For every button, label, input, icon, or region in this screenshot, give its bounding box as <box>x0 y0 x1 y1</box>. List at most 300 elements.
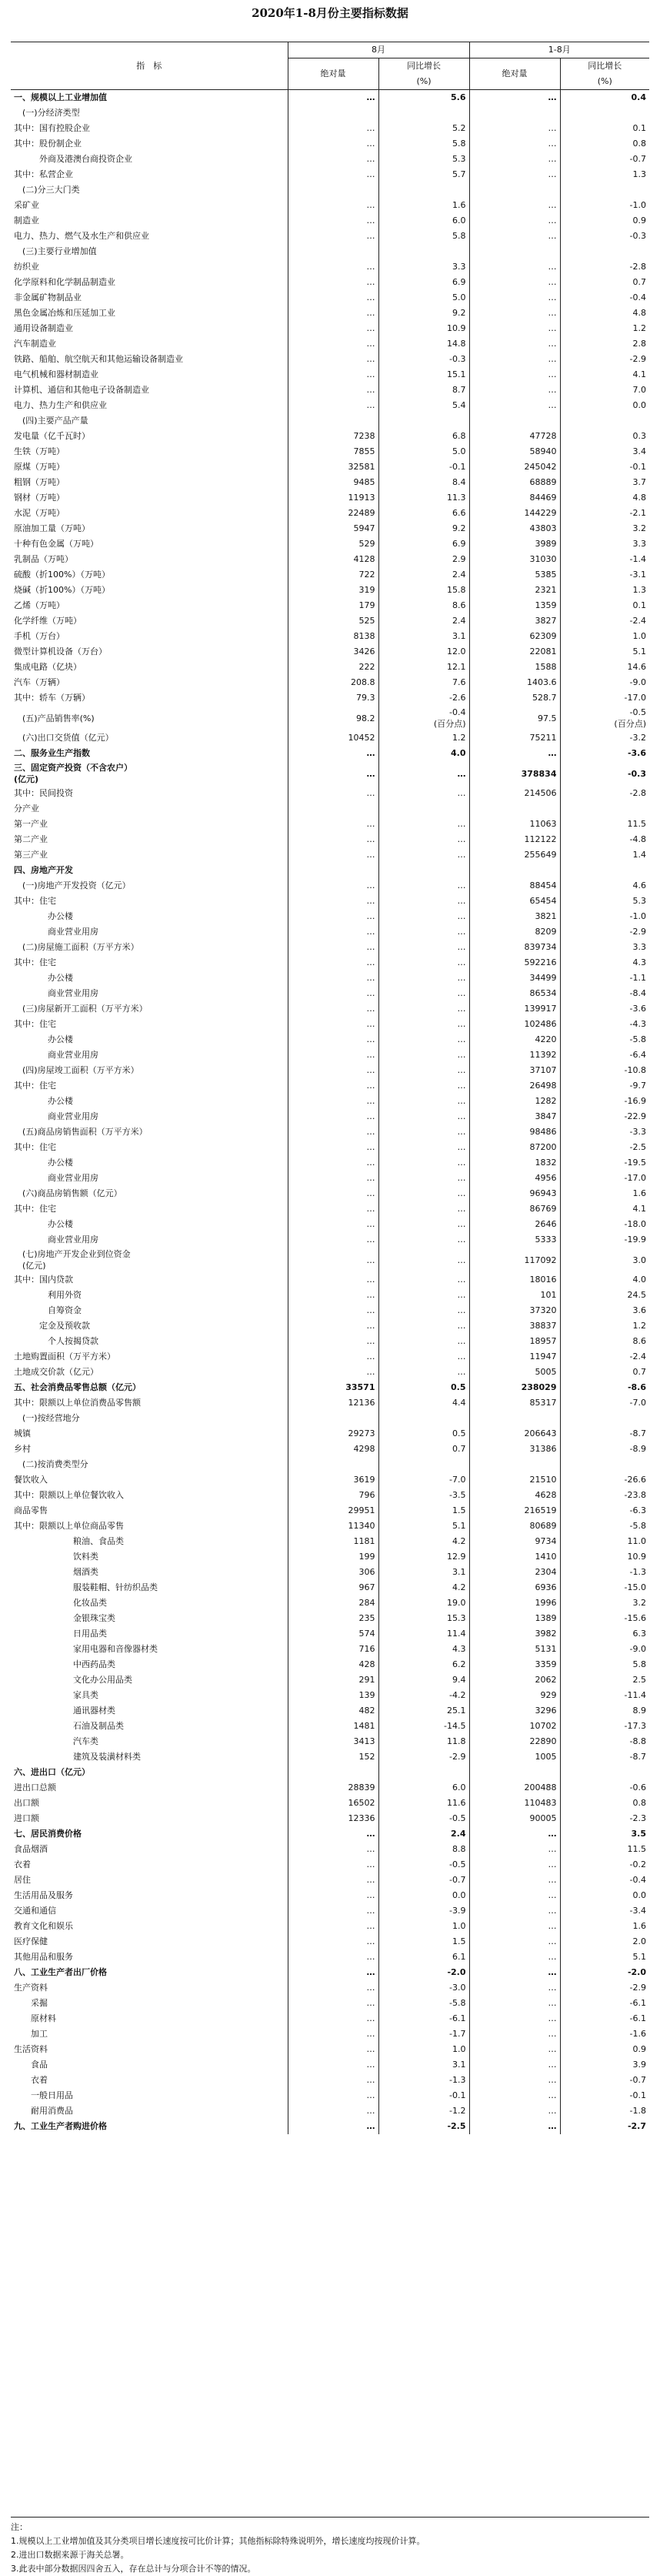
indicator-name: 日用品类 <box>11 1626 288 1642</box>
cumulative-growth: 2.8 <box>632 339 646 349</box>
table-row <box>11 1017 649 1032</box>
table-row <box>11 1488 649 1503</box>
cumulative-value <box>469 413 560 429</box>
table-row <box>11 1201 649 1217</box>
footnote-2: 2.进出口数据来源于海关总署。 <box>11 2550 129 2560</box>
month-value: 11913 <box>288 490 378 506</box>
month-growth: 1.6 <box>378 198 469 213</box>
indicator-name: 粗钢（万吨） <box>11 475 288 490</box>
month-growth: 6.0 <box>378 213 469 229</box>
cumulative-growth: 0.8 <box>632 1798 646 1808</box>
cumulative-value <box>469 1457 560 1472</box>
indicator-name: 城镇 <box>11 1426 288 1442</box>
table-row <box>11 1171 649 1186</box>
month-growth: … <box>378 1201 469 1217</box>
table-row <box>11 1063 649 1078</box>
month-value <box>288 105 378 121</box>
month-growth: -3.0 <box>378 1980 469 1996</box>
table-row <box>11 1688 649 1703</box>
month-value: … <box>288 2088 378 2103</box>
table-row <box>11 1626 649 1642</box>
cumulative-value: 22081 <box>469 644 560 660</box>
cumulative-growth: -2.3 <box>629 1813 646 1823</box>
month-value: … <box>288 1094 378 1109</box>
cumulative-growth: -1.4 <box>629 554 646 564</box>
month-growth: … <box>378 847 469 863</box>
month-value: 306 <box>288 1565 378 1580</box>
cumulative-growth: 1.3 <box>632 169 646 179</box>
cumulative-value: 58940 <box>469 444 560 459</box>
header-cum-abs: 绝对量 <box>469 58 560 90</box>
month-value: … <box>288 1288 378 1303</box>
month-value: 4298 <box>288 1442 378 1457</box>
indicator-name: 生活用品及服务 <box>11 1888 288 1903</box>
month-growth: … <box>378 786 469 801</box>
cumulative-growth: 1.0 <box>632 631 646 641</box>
month-value: 32581 <box>288 459 378 475</box>
cumulative-value: 839734 <box>469 940 560 955</box>
indicator-name: (一)按经营地分 <box>11 1411 288 1426</box>
indicator-name: (二)房屋施工面积（万平方米） <box>11 940 288 955</box>
month-value: 4128 <box>288 552 378 567</box>
indicator-name: 七、居民消费价格 <box>11 1826 288 1842</box>
table-row <box>11 955 649 971</box>
month-growth: 0.5 <box>378 1426 469 1442</box>
table-row <box>11 1980 649 1996</box>
month-growth: 4.4 <box>378 1395 469 1411</box>
month-value: 222 <box>288 660 378 675</box>
month-value: … <box>288 1842 378 1857</box>
month-value: … <box>288 832 378 847</box>
month-growth: … <box>378 1109 469 1124</box>
indicator-name: 商业营业用房 <box>11 1109 288 1124</box>
indicator-name: 微型计算机设备（万台） <box>11 644 288 660</box>
cumulative-value: 2646 <box>469 1217 560 1232</box>
cumulative-growth: 1.2 <box>632 1321 646 1331</box>
table-row <box>11 536 649 552</box>
cumulative-growth: 4.8 <box>632 308 646 318</box>
table-row <box>11 1842 649 1857</box>
indicator-name: 汽车（万辆） <box>11 675 288 690</box>
indicator-name: 自筹资金 <box>11 1303 288 1318</box>
cumulative-value: 47728 <box>469 429 560 444</box>
cumulative-value <box>469 801 560 817</box>
cumulative-value: … <box>469 1965 560 1980</box>
cumulative-growth: 11.5 <box>627 1844 646 1854</box>
month-value: … <box>288 290 378 306</box>
table-row <box>11 660 649 675</box>
table-row <box>11 2103 649 2119</box>
indicator-name: 汽车制造业 <box>11 336 288 352</box>
cumulative-value: … <box>469 1842 560 1857</box>
month-value: 284 <box>288 1595 378 1611</box>
cumulative-value: … <box>469 1950 560 1965</box>
indicator-name: 一、规模以上工业增加值 <box>11 90 288 106</box>
month-growth: … <box>378 894 469 909</box>
cumulative-growth: -17.0 <box>624 693 646 703</box>
month-value: … <box>288 847 378 863</box>
table-row <box>11 398 649 413</box>
indicator-name: 其中：限额以上单位消费品零售额 <box>11 1395 288 1411</box>
header-indicator: 指 标 <box>11 42 288 90</box>
indicator-table-frame <box>11 42 649 2134</box>
indicator-name: (六)商品房销售额（亿元） <box>11 1186 288 1201</box>
indicator-name: (一)分经济类型 <box>11 105 288 121</box>
month-growth: 12.1 <box>378 660 469 675</box>
indicator-name: 化学纤维（万吨） <box>11 613 288 629</box>
month-growth: 6.2 <box>378 1657 469 1672</box>
table-row <box>11 644 649 660</box>
month-growth: 11.8 <box>378 1734 469 1749</box>
cumulative-value: 87200 <box>469 1140 560 1155</box>
month-value: … <box>288 1186 378 1201</box>
month-growth: 5.0 <box>378 444 469 459</box>
month-value: … <box>288 786 378 801</box>
cumulative-value: … <box>469 290 560 306</box>
cumulative-growth: 24.5 <box>627 1290 646 1300</box>
month-value: … <box>288 1140 378 1155</box>
table-row <box>11 1411 649 1426</box>
cumulative-value: 31386 <box>469 1442 560 1457</box>
indicator-name: 乙烯（万吨） <box>11 598 288 613</box>
month-growth: … <box>378 832 469 847</box>
table-row <box>11 2011 649 2026</box>
table-row <box>11 321 649 336</box>
month-value: … <box>288 121 378 136</box>
header-month-abs: 绝对量 <box>288 58 378 90</box>
month-value: 152 <box>288 1749 378 1765</box>
month-growth: -1.7 <box>378 2026 469 2042</box>
indicator-name: 通用设备制造业 <box>11 321 288 336</box>
indicator-name: 办公楼 <box>11 909 288 924</box>
cumulative-value: 3982 <box>469 1626 560 1642</box>
table-row <box>11 2073 649 2088</box>
cumulative-growth <box>560 244 649 259</box>
month-growth: 5.8 <box>378 136 469 152</box>
indicator-name: 汽车类 <box>11 1734 288 1749</box>
indicator-name: 进口额 <box>11 1811 288 1826</box>
cumulative-value: 2321 <box>469 583 560 598</box>
cumulative-growth: 0.0 <box>632 1890 646 1900</box>
cumulative-value: 5131 <box>469 1642 560 1657</box>
indicator-name: 发电量（亿千瓦时） <box>11 429 288 444</box>
month-growth: … <box>378 1365 469 1380</box>
month-value: 482 <box>288 1703 378 1719</box>
month-value <box>288 801 378 817</box>
month-value: 208.8 <box>288 675 378 690</box>
indicator-name: 耐用消费品 <box>11 2103 288 2119</box>
table-row <box>11 1186 649 1201</box>
month-growth: 11.6 <box>378 1796 469 1811</box>
month-value: 29951 <box>288 1503 378 1519</box>
cumulative-value: … <box>469 1919 560 1934</box>
cumulative-growth: -0.7 <box>629 154 646 164</box>
cumulative-value <box>469 105 560 121</box>
cumulative-growth: 3.4 <box>632 446 646 456</box>
indicator-name: 利用外资 <box>11 1288 288 1303</box>
cumulative-value: … <box>469 1934 560 1950</box>
indicator-name: (七)房地产开发企业到位资金 (亿元) <box>11 1248 288 1272</box>
table-row <box>11 1272 649 1288</box>
indicator-name: (六)出口交货值（亿元） <box>11 730 288 746</box>
cumulative-growth: -2.7 <box>627 2121 646 2131</box>
indicator-name: (三)主要行业增加值 <box>11 244 288 259</box>
indicator-name: 制造业 <box>11 213 288 229</box>
cumulative-growth <box>560 1765 649 1780</box>
cumulative-value: 43803 <box>469 521 560 536</box>
month-growth: 15.8 <box>378 583 469 598</box>
month-growth: 5.4 <box>378 398 469 413</box>
indicator-name: 十种有色金属（万吨） <box>11 536 288 552</box>
month-value: … <box>288 90 378 106</box>
month-growth: … <box>378 1217 469 1232</box>
month-value: … <box>288 1248 378 1272</box>
month-value: 967 <box>288 1580 378 1595</box>
cumulative-value <box>469 1765 560 1780</box>
footnote-heading: 注： <box>11 2522 28 2532</box>
cumulative-growth <box>560 801 649 817</box>
month-value: 716 <box>288 1642 378 1657</box>
month-value: 7238 <box>288 429 378 444</box>
cumulative-growth: 1.2 <box>632 323 646 333</box>
cumulative-growth: 3.6 <box>632 1305 646 1315</box>
month-growth: … <box>378 1248 469 1272</box>
month-value: … <box>288 986 378 1001</box>
month-value: … <box>288 2011 378 2026</box>
cumulative-value: 34499 <box>469 971 560 986</box>
cumulative-value: 3296 <box>469 1703 560 1719</box>
cumulative-growth <box>560 1457 649 1472</box>
month-value: … <box>288 1365 378 1380</box>
month-growth: … <box>378 1288 469 1303</box>
month-growth: … <box>378 1094 469 1109</box>
table-row <box>11 1155 649 1171</box>
month-growth: … <box>378 1017 469 1032</box>
table-row <box>11 1078 649 1094</box>
cumulative-value: 9734 <box>469 1534 560 1549</box>
indicator-name: 其中：私营企业 <box>11 167 288 182</box>
month-value: … <box>288 2073 378 2088</box>
month-growth: 4.0 <box>378 746 469 761</box>
table-row <box>11 675 649 690</box>
header-cum-growth: 同比增长 (%) <box>560 58 649 90</box>
month-value: … <box>288 136 378 152</box>
cumulative-growth: -3.4 <box>629 1906 646 1916</box>
cumulative-growth: 14.6 <box>627 662 646 672</box>
cumulative-value: 216519 <box>469 1503 560 1519</box>
month-value <box>288 1411 378 1426</box>
month-growth: … <box>378 1032 469 1047</box>
month-value: … <box>288 1232 378 1248</box>
cumulative-value: 2304 <box>469 1565 560 1580</box>
indicator-name: 家用电器和音像器材类 <box>11 1642 288 1657</box>
month-value: 16502 <box>288 1796 378 1811</box>
indicator-name: 定金及预收款 <box>11 1318 288 1334</box>
month-growth: -0.7 <box>378 1873 469 1888</box>
month-growth: … <box>378 878 469 894</box>
indicator-name: 烧碱（折100%）（万吨） <box>11 583 288 598</box>
indicator-name: 钢材（万吨） <box>11 490 288 506</box>
cumulative-value: … <box>469 136 560 152</box>
month-value: … <box>288 213 378 229</box>
indicator-name: 原煤（万吨） <box>11 459 288 475</box>
cumulative-value: … <box>469 2073 560 2088</box>
cumulative-growth: -1.6 <box>629 2029 646 2039</box>
cumulative-value: 1832 <box>469 1155 560 1171</box>
month-growth: … <box>378 909 469 924</box>
cumulative-value: … <box>469 167 560 182</box>
cumulative-value: 1005 <box>469 1749 560 1765</box>
cumulative-growth: -8.4 <box>629 988 646 998</box>
indicator-name: (五)商品房销售面积（万平方米） <box>11 1124 288 1140</box>
cumulative-value <box>469 244 560 259</box>
month-value: 529 <box>288 536 378 552</box>
cumulative-growth: 3.9 <box>632 2060 646 2070</box>
table-row <box>11 1580 649 1595</box>
month-growth: 6.6 <box>378 506 469 521</box>
cumulative-value: … <box>469 1980 560 1996</box>
cumulative-growth: -5.8 <box>629 1034 646 1044</box>
cumulative-value: 238029 <box>469 1380 560 1395</box>
indicator-name: 五、社会消费品零售总额（亿元） <box>11 1380 288 1395</box>
table-row <box>11 167 649 182</box>
month-value: 9485 <box>288 475 378 490</box>
table-row <box>11 521 649 536</box>
month-value: … <box>288 275 378 290</box>
table-row <box>11 1549 649 1565</box>
cumulative-growth: -2.9 <box>629 354 646 364</box>
cumulative-value: 3847 <box>469 1109 560 1124</box>
month-value: … <box>288 746 378 761</box>
indicator-name: 办公楼 <box>11 971 288 986</box>
month-value: 139 <box>288 1688 378 1703</box>
cumulative-growth: 0.9 <box>632 216 646 226</box>
month-growth: … <box>378 1140 469 1155</box>
table-row <box>11 1642 649 1657</box>
table-row <box>11 259 649 275</box>
cumulative-growth: 4.1 <box>632 1204 646 1214</box>
indicator-name: 其中：限额以上单位餐饮收入 <box>11 1488 288 1503</box>
indicator-name: 六、进出口（亿元） <box>11 1765 288 1780</box>
month-growth: 6.8 <box>378 429 469 444</box>
month-value: … <box>288 321 378 336</box>
table-row <box>11 1873 649 1888</box>
indicator-name: 一般日用品 <box>11 2088 288 2103</box>
month-value: … <box>288 1303 378 1318</box>
cumulative-value: 90005 <box>469 1811 560 1826</box>
cumulative-value: 22890 <box>469 1734 560 1749</box>
month-value: … <box>288 383 378 398</box>
cumulative-value: 8209 <box>469 924 560 940</box>
table-row <box>11 1780 649 1796</box>
month-value: … <box>288 1217 378 1232</box>
cumulative-growth: -0.6 <box>629 1782 646 1793</box>
month-growth: 8.7 <box>378 383 469 398</box>
month-growth: 19.0 <box>378 1595 469 1611</box>
cumulative-value: 98486 <box>469 1124 560 1140</box>
month-growth: 8.4 <box>378 475 469 490</box>
cumulative-value: … <box>469 1888 560 1903</box>
table-row <box>11 1217 649 1232</box>
indicator-name: 办公楼 <box>11 1094 288 1109</box>
cumulative-value: 4956 <box>469 1171 560 1186</box>
month-value: … <box>288 971 378 986</box>
cumulative-growth <box>560 182 649 198</box>
month-value: … <box>288 1857 378 1873</box>
month-value: … <box>288 1934 378 1950</box>
cumulative-growth: -17.3 <box>624 1721 646 1731</box>
table-row <box>11 786 649 801</box>
indicator-name: 其中：民间投资 <box>11 786 288 801</box>
table-row <box>11 1001 649 1017</box>
table-row <box>11 1595 649 1611</box>
table-row <box>11 121 649 136</box>
cumulative-growth: -1.1 <box>629 973 646 983</box>
month-growth: 9.2 <box>378 306 469 321</box>
table-row <box>11 817 649 832</box>
indicator-name: 四、房地产开发 <box>11 863 288 878</box>
indicator-name: 商业营业用房 <box>11 1047 288 1063</box>
cumulative-growth: 10.9 <box>627 1552 646 1562</box>
month-value: 199 <box>288 1549 378 1565</box>
cumulative-value: 3989 <box>469 536 560 552</box>
month-value: … <box>288 1349 378 1365</box>
cumulative-value: 21510 <box>469 1472 560 1488</box>
cumulative-value: 4220 <box>469 1032 560 1047</box>
cumulative-value: … <box>469 1826 560 1842</box>
month-value: 3619 <box>288 1472 378 1488</box>
cumulative-value: 68889 <box>469 475 560 490</box>
cumulative-value: 139917 <box>469 1001 560 1017</box>
table-row <box>11 1965 649 1980</box>
cumulative-growth: -8.9 <box>629 1444 646 1454</box>
cumulative-value: … <box>469 2057 560 2073</box>
table-row <box>11 801 649 817</box>
table-row <box>11 336 649 352</box>
month-growth: -1.2 <box>378 2103 469 2119</box>
month-value: 525 <box>288 613 378 629</box>
cumulative-growth: 4.0 <box>632 1275 646 1285</box>
month-growth: 11.4 <box>378 1626 469 1642</box>
table-row <box>11 105 649 121</box>
month-growth: … <box>378 1078 469 1094</box>
table-row <box>11 1442 649 1457</box>
cumulative-value: … <box>469 746 560 761</box>
month-growth: -3.9 <box>378 1903 469 1919</box>
month-growth: 5.0 <box>378 290 469 306</box>
month-growth <box>378 1411 469 1426</box>
indicator-name: 乳制品（万吨） <box>11 552 288 567</box>
cumulative-growth: -2.9 <box>629 1983 646 1993</box>
table-row <box>11 1811 649 1826</box>
month-growth: -4.2 <box>378 1688 469 1703</box>
table-row <box>11 1140 649 1155</box>
month-value <box>288 413 378 429</box>
table-row <box>11 1734 649 1749</box>
cumulative-growth: -0.2 <box>629 1859 646 1869</box>
indicator-name: 采矿业 <box>11 198 288 213</box>
table-row <box>11 2026 649 2042</box>
month-growth: 9.2 <box>378 521 469 536</box>
cumulative-value: … <box>469 90 560 106</box>
cumulative-value: 18016 <box>469 1272 560 1288</box>
cumulative-value: 110483 <box>469 1796 560 1811</box>
month-growth: -1.3 <box>378 2073 469 2088</box>
month-growth: 4.2 <box>378 1534 469 1549</box>
cumulative-value: 3827 <box>469 613 560 629</box>
indicator-name: 采掘 <box>11 1996 288 2011</box>
cumulative-growth: -19.9 <box>624 1235 646 1245</box>
